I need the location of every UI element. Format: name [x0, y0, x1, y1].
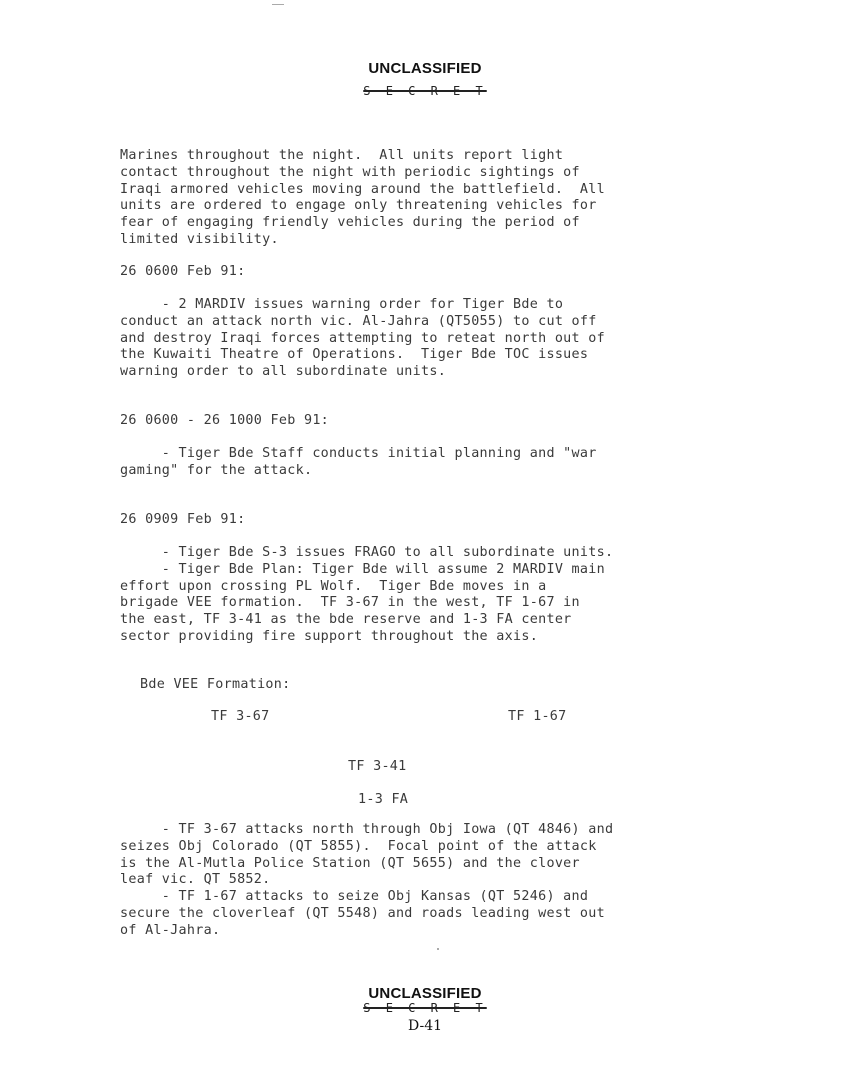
heading-26-0600: 26 0600 Feb 91: — [120, 264, 246, 279]
header-struck-text: S E C R E T — [363, 84, 487, 98]
formation-title: Bde VEE Formation: — [140, 677, 291, 692]
formation-west: TF 3-67 — [211, 709, 270, 724]
footer-struck-marking — [0, 1001, 850, 1015]
heading-26-0909: 26 0909 Feb 91: — [120, 512, 246, 527]
formation-east: TF 1-67 — [508, 709, 567, 724]
paragraph-task-force-attacks: - TF 3-67 attacks north through Obj Iowa (QT 4846) and seizes Obj Colorado (QT 5855). Focal point of the attack is the Al-Mutla Police Station (QT 5655) and the clover leaf vic. QT 5852. - TF 1-67 attacks to seize Obj Kansas (QT 5246) and secure the cloverleaf (QT 5548) and roads leading west out of Al-Jahra. — [120, 822, 614, 938]
header-struck-marking — [0, 84, 850, 98]
scan-mark — [437, 948, 439, 950]
scan-mark — [272, 4, 284, 5]
page-number: D-41 — [407, 1018, 443, 1034]
footer-classification: UNCLASSIFIED — [368, 985, 482, 1002]
paragraph-frago-plan: - Tiger Bde S-3 issues FRAGO to all subordinate units. - Tiger Bde Plan: Tiger Bde will assume 2 MARDIV main effort upon crossing PL Wolf. Tiger Bde moves in a brigade VEE formation. TF 3-67 in the west, TF 1-67 in the east, TF 3-41 as the bde reserve and 1-3 FA center sector providing fire support throughout the axis. — [120, 545, 614, 644]
paragraph-war-gaming: - Tiger Bde Staff conducts initial planning and "war gaming" for the attack. — [120, 446, 597, 478]
heading-26-0600-1000: 26 0600 - 26 1000 Feb 91: — [120, 413, 330, 428]
formation-reserve: TF 3-41 — [348, 759, 407, 774]
paragraph-warning-order: - 2 MARDIV issues warning order for Tiger Bde to conduct an attack north vic. Al-Jahra (QT5055) to cut off and destroy Iraqi forces attempting to reteat north out of the Kuwaiti Theatre of Operations. Tiger Bde TOC issues warning order to all subordinate units. — [120, 297, 605, 380]
footer-struck-text: S E C R E T — [363, 1001, 487, 1015]
formation-artillery: 1-3 FA — [358, 792, 409, 807]
intro-paragraph: Marines throughout the night. All units report light contact throughout the night with periodic sightings of Iraqi armored vehicles moving around the battlefield. All units are ordered to engage only threatening vehicles for fear of engaging friendly vehicles during the period of limited visibility. — [120, 148, 605, 247]
header-classification: UNCLASSIFIED — [368, 60, 482, 77]
